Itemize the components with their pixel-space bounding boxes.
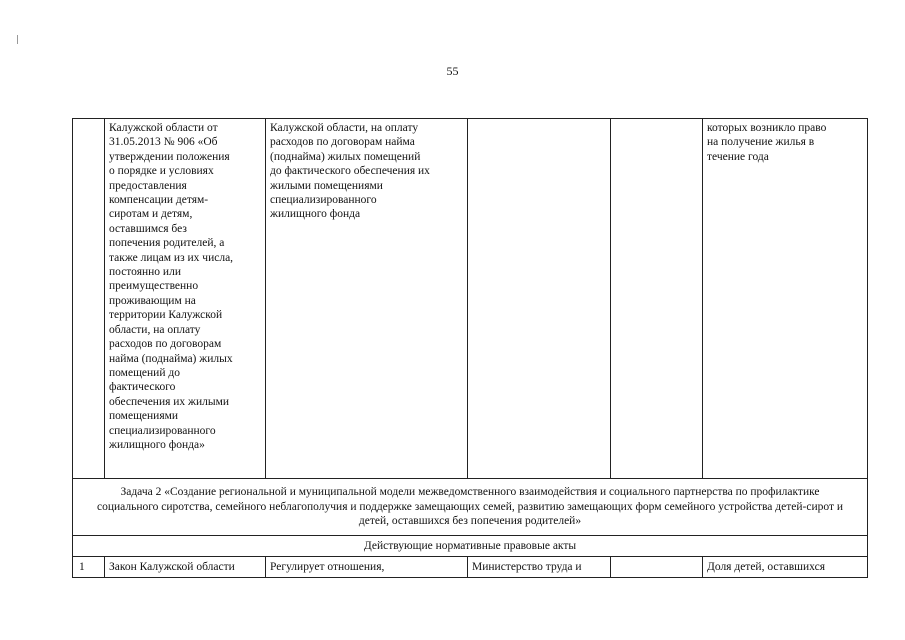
cell-number bbox=[73, 119, 105, 479]
cell-act-content: Калужской области, на оплату расходов по договорам найма (поднайма) жилых помещений до фактического обеспечения их жилыми помещениями специализированного жилищного фонда bbox=[266, 119, 468, 479]
cell-indicator: которых возникло право на получение жилья в течение года bbox=[703, 119, 868, 479]
cell-act-name: Закон Калужской области bbox=[105, 556, 266, 577]
cell-act-name: Калужской области от 31.05.2013 № 906 «Об утверждении положения о порядке и условиях предоставления компенсации детям- сиротам и детям, оставшимся без попечения родителей, а также лицам из их числа, постоянно или преимущественно проживающим на территории Калужской области, на оплату расходов по договорам найма (поднайма) жилых помещений до фактического обеспечения их жилыми помещениями специализированного жилищного фонда» bbox=[105, 119, 266, 479]
cell-responsible bbox=[468, 119, 611, 479]
scan-artifact bbox=[17, 35, 18, 44]
table-row-continuation bbox=[73, 119, 868, 479]
cell-responsible: Министерство труда и bbox=[468, 556, 611, 577]
table-row-item bbox=[73, 556, 868, 577]
cell-deadline bbox=[611, 119, 703, 479]
table-row-task bbox=[73, 479, 868, 536]
cell-act-content: Регулирует отношения, bbox=[266, 556, 468, 577]
cell-deadline bbox=[611, 556, 703, 577]
table-row-section bbox=[73, 535, 868, 556]
section-heading: Действующие нормативные правовые акты bbox=[73, 535, 868, 556]
task-heading: Задача 2 «Создание региональной и муниципальной модели межведомственного взаимодействия и социального партнерства по профилактике социального сиротства, семейного неблагополучия и поддержке замещающих семей, развитию замещающих форм семейного устройства детей-сирот и детей, оставшихся без попечения родителей» bbox=[73, 479, 868, 536]
page-number: 55 bbox=[446, 64, 459, 78]
cell-number: 1 bbox=[73, 556, 105, 577]
program-table bbox=[72, 118, 868, 578]
cell-indicator: Доля детей, оставшихся bbox=[703, 556, 868, 577]
